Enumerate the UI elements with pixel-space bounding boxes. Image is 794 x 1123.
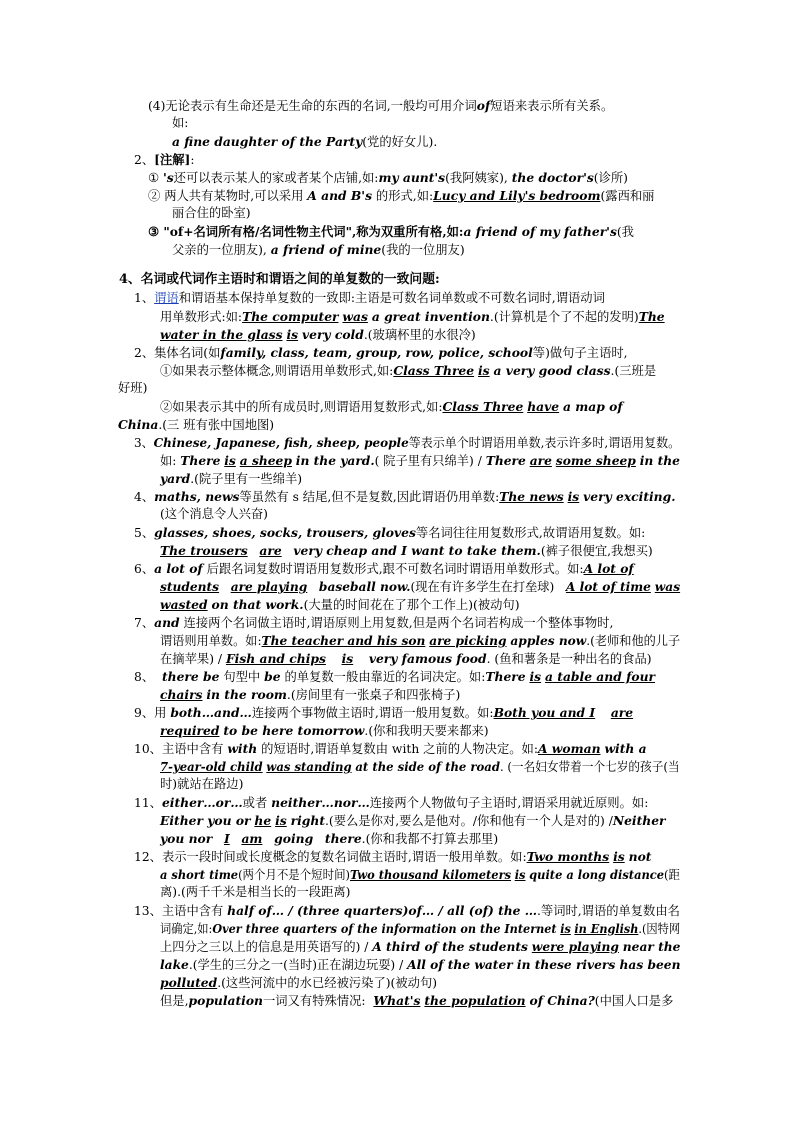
text-line: ③ "of+名词所有格/名词性物主代词",称为双重所有格,如:a friend of my father's(我 (148, 224, 634, 239)
text-line: 7、and 连接两个名词做主语时,谓语原则上用复数,但是两个名词若构成一个整体事物时, (134, 615, 614, 630)
text-line: 时)就站在路边) (160, 777, 244, 791)
text-line: 用单数形式:如:The computer was a great invention.(计算机是个了不起的发明)The (160, 309, 665, 324)
text-line: 在摘苹果) / Fish and chips is very famous food. (鱼和薯条是一种出名的食品) (160, 651, 652, 666)
text-line: 2、集体名词(如family, class, team, group, row, police, school等)做句子主语时, (134, 345, 628, 360)
text-line: 11、either…or…或者 neither…nor…连接两个人物做句子主语时,谓语采用就近原则。如: (134, 795, 649, 810)
text-line: polluted.(这些河流中的水已经被污染了)(被动句) (160, 975, 438, 990)
text-line: 6、a lot of 后跟名词复数时谓语用复数形式,跟不可数名词时谓语用单数形式。如:A lot of (134, 561, 634, 576)
text-line: China.(三 班有张中国地图) (118, 417, 275, 432)
text-line: 父亲的一位朋友), a friend of mine(我的一位朋友) (172, 242, 465, 257)
text-line: ① 's还可以表示某人的家或者某个店铺,如:my aunt's(我阿姨家), the doctor's(诊所) (148, 170, 628, 185)
text-line: (4)无论表示有生命还是无生命的东西的名词,一般均可用介词of短语来表示所有关系。 (148, 98, 614, 113)
text-line: 7-year-old child was standing at the side of the road. (一名妇女带着一个七岁的孩子(当 (160, 759, 680, 774)
text-line: you nor I am going there.(你和我都不打算去那里) (160, 831, 499, 846)
text-line: 丽合住的卧室) (172, 206, 251, 220)
text-line: 谓语则用单数。如:The teacher and his son are picking apples now.(老师和他的儿子 (160, 633, 681, 648)
text-line: ②如果表示其中的所有成员时,则谓语用复数形式,如:Class Three have a map of (160, 399, 623, 414)
text-line: 8、 there be 句型中 be 的单复数一般由靠近的名词决定。如:There is a table and four (134, 669, 656, 684)
text-line: required to be here tomorrow.(你和我明天要来都来) (160, 723, 489, 738)
text-line: Either you or he is right.(要么是你对,要么是他对。/你和他有一个人是对的) /Neither (160, 813, 666, 828)
text-line: water in the glass is very cold.(玻璃杯里的水很冷) (160, 327, 476, 342)
text-line: students are playing baseball now.(现在有许多学生在打垒球) A lot of time was (160, 579, 681, 594)
text-line: ①如果表示整体概念,则谓语用单数形式,如:Class Three is a very good class.(三班是 (160, 363, 657, 378)
text-line: a fine daughter of the Party(党的好女儿). (172, 134, 438, 149)
text-line: 词确定,如:Over three quarters of the information on the Internet is in English.(因特网 (160, 921, 681, 936)
text-line: 4、maths, news等虽然有 s 结尾,但不是复数,因此谓语仍用单数:The news is very exciting. (134, 489, 676, 504)
text-line: 如: (172, 116, 189, 130)
text-line: 5、glasses, shoes, socks, trousers, gloves等名词往往用复数形式,故谓语用复数。如: (134, 525, 646, 540)
text-line: (这个消息令人兴奋) (160, 507, 268, 521)
text-line: 离).(两千千米是相当长的一段距离) (160, 885, 351, 899)
text-line: wasted on that work.(大量的时间花在了那个工作上)(被动句) (160, 597, 520, 612)
text-line: 10、主语中含有 with 的短语时,谓语单复数由 with 之前的人物决定。如:A woman with a (134, 741, 647, 756)
section-heading: 4、名词或代词作主语时和谓语之间的单复数的一致问题: (119, 272, 440, 287)
text-line: 但是,population一词又有特殊情况: What's the population of China?(中国人口是多 (160, 993, 674, 1008)
text-line: 2、[注解]: (134, 152, 195, 167)
predicate-link[interactable]: 谓语 (154, 291, 179, 305)
text-line: 13、主语中含有 half of… / (three quarters)of… / all (of) the ….等词时,谓语的单复数由名 (134, 903, 680, 918)
text-line: yard.(院子里有一些绵羊) (160, 471, 303, 486)
text-line: 3、Chinese, Japanese, fish, sheep, people等表示单个时谓语用单数,表示许多时,谓语用复数。 (134, 435, 681, 450)
text-line: The trousers are very cheap and I want to take them.(裤子很便宜,我想买) (160, 543, 653, 558)
text-line: ② 两人共有某物时,可以采用 A and B's 的形式,如:Lucy and Lily's bedroom(露西和丽 (148, 188, 655, 203)
text-line: 12、表示一段时间或长度概念的复数名词做主语时,谓语一般用单数。如:Two months is not (134, 849, 652, 864)
text-line: 1、谓语和谓语基本保持单复数的一致即:主语是可数名词单数或不可数名词时,谓语动词 (134, 291, 605, 305)
text-line: 好班) (118, 381, 148, 395)
text-line: lake.(学生的三分之一(当时)正在湖边玩耍) / All of the water in these rivers has been (160, 957, 681, 972)
text-line: 9、用 both…and…连接两个事物做主语时,谓语一般用复数。如:Both you and I are (134, 705, 634, 720)
text-line: chairs in the room.(房间里有一张桌子和四张椅子) (160, 687, 461, 702)
text-line: 上四分之三以上的信息是用英语写的) / A third of the students were playing near the (160, 939, 681, 954)
text-line: a short time(两个月不是个短时间)Two thousand kilometers is quite a long distance(距 (160, 867, 680, 882)
text-line: 如: There is a sheep in the yard.( 院子里有只绵羊) / There are some sheep in the (160, 453, 680, 468)
